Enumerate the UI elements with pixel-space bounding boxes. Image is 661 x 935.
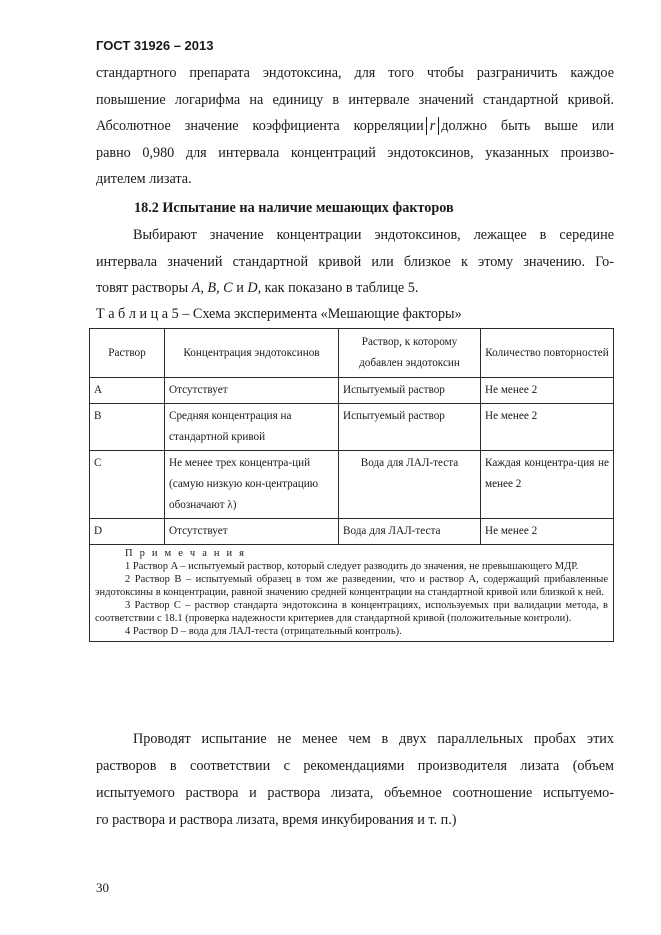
intro-paragraph (96, 60, 614, 193)
text-line: интервала значений стандартной кривой или близкое к этому значению. Го- (96, 253, 614, 270)
header-cell: Раствор (90, 329, 165, 378)
table-caption: Т а б л и ц а 5 – Схема эксперимента «Мешающие факторы» (96, 306, 462, 322)
prep-line: товят растворы A, B, C и D, как показано в таблице 5. (96, 280, 419, 296)
table-cell: Не менее 2 (481, 519, 614, 545)
text-line: Проводят испытание не менее чем в двух параллельных пробах этих (133, 731, 614, 747)
correlation-symbol: r (426, 117, 440, 135)
table-cell: A (90, 378, 165, 404)
note-item: 3 Раствор C – раствор стандарта эндотоксина в концентрациях, используемых при валидации метода, в соответствии с 18.1 (проверка надежности критериев для стандартной кривой (положительные контроли). (95, 600, 608, 624)
table-cell: Каждая концентра-ция не менее 2 (481, 451, 614, 519)
text-line: Выбирают значение концентрации эндотоксинов, лежащее в середине (133, 227, 614, 243)
text-line: испытуемого раствора и раствора лизата, объемное соотношение испытуемо- (96, 785, 614, 801)
notes-cell (90, 545, 614, 642)
table-notes-row (90, 545, 614, 642)
text-line: растворов в соответствии с рекомендациями производителя лизата (объем (96, 758, 614, 774)
table-row (90, 451, 614, 519)
table-cell: Не менее 2 (481, 404, 614, 451)
correlation-line: Абсолютное значение коэффициента корреляции r должно быть выше или (96, 118, 614, 134)
table-cell: Вода для ЛАЛ-теста (339, 519, 481, 545)
page-number: 30 (96, 880, 109, 895)
table-cell: Не менее трех концентра-ций (самую низкую кон-центрацию обозначают λ) (165, 451, 339, 519)
header-cell: Раствор, к которому добавлен эндотоксин (339, 329, 481, 378)
note-item: 2 Раствор B – испытуемый образец в том же разведении, что и раствор A, содержащий прибавленные эндотоксины в концентрации, равной значению средней концентрации на стандартной кривой или близкой к ней. (95, 574, 608, 598)
table-cell: D (90, 519, 165, 545)
table-cell: B (90, 404, 165, 451)
table-cell: Вода для ЛАЛ-теста (339, 451, 481, 519)
table-cell: Испытуемый раствор (339, 378, 481, 404)
text-line: равно 0,980 для интервала концентраций эндотоксинов, указанных произво- (96, 144, 614, 161)
header-cell: Концентрация эндотоксинов (165, 329, 339, 378)
closing-paragraph (96, 726, 614, 834)
table-cell: Испытуемый раствор (339, 404, 481, 451)
table-cell: Не менее 2 (481, 378, 614, 404)
text-line: дителем лизата. (96, 171, 192, 187)
text-line: повышение логарифма на единицу в интервале значений стандартной кривой. (96, 91, 614, 108)
document-header: ГОСТ 31926 – 2013 (96, 38, 214, 53)
table-cell: Отсутствует (165, 519, 339, 545)
experiment-table (89, 328, 614, 642)
table-cell: Отсутствует (165, 378, 339, 404)
section-heading: 18.2 Испытание на наличие мешающих факторов (134, 200, 454, 216)
note-item: 1 Раствор A – испытуемый раствор, который следует разводить до значения, не превышающего МДР. (125, 561, 579, 572)
table-header-row (90, 329, 614, 378)
table-cell: C (90, 451, 165, 519)
text-line: го раствора и раствора лизата, время инкубирования и т. п.) (96, 812, 457, 828)
header-cell: Количество повторностей (481, 329, 614, 378)
section-paragraph (96, 222, 614, 302)
notes-title: П р и м е ч а н и я (125, 548, 247, 559)
note-item: 4 Раствор D – вода для ЛАЛ-теста (отрицательный контроль). (125, 626, 402, 637)
table-row (90, 519, 614, 545)
table-row (90, 404, 614, 451)
table-cell: Средняя концентрация на стандартной кривой (165, 404, 339, 451)
text-line: стандартного препарата эндотоксина, для того чтобы разграничить каждое (96, 65, 614, 81)
table-row (90, 378, 614, 404)
